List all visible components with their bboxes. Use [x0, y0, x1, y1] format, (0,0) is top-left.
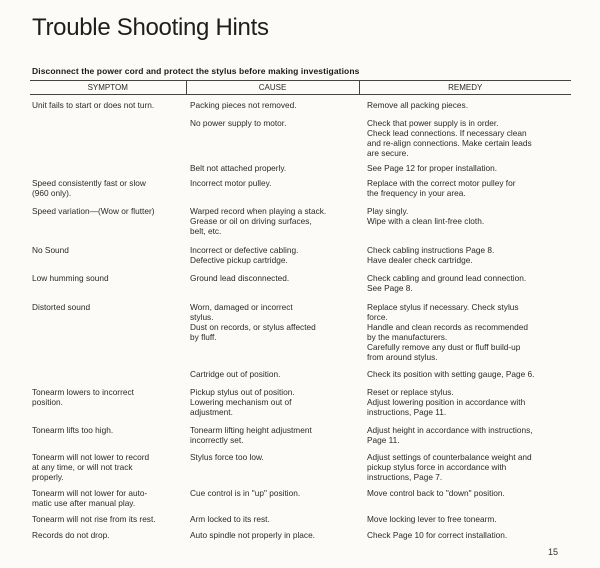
table-row	[30, 198, 571, 236]
table-row	[30, 293, 571, 362]
cell-remedy: Move control back to "down" position.	[367, 488, 505, 498]
cell-cause: Incorrect motor pulley.	[190, 178, 272, 188]
table-header-row	[30, 81, 571, 95]
cell-cause: Tonearm lifting height adjustment incorrectly set.	[190, 425, 312, 445]
header-cause: CAUSE	[186, 81, 359, 95]
troubleshooting-table	[30, 80, 571, 540]
table-row	[30, 508, 571, 524]
cell-symptom: Unit fails to start or does not turn.	[32, 100, 155, 110]
cell-cause: No power supply to motor.	[190, 118, 287, 128]
cell-symptom: Records do not drop.	[32, 530, 110, 540]
header-symptom: SYMPTOM	[30, 81, 186, 95]
table-row	[30, 158, 571, 173]
table-row	[30, 265, 571, 293]
cell-cause: Warped record when playing a stack. Grease or oil on driving surfaces, belt, etc.	[190, 206, 327, 236]
cell-cause: Worn, damaged or incorrect stylus. Dust on records, or stylus affected by fluff.	[190, 302, 316, 342]
cell-symptom: Tonearm will not lower for auto- matic use after manual play.	[32, 488, 148, 508]
cell-remedy: Check its position with setting gauge, Page 6.	[367, 369, 535, 379]
cell-symptom: Tonearm lowers to incorrect position.	[32, 387, 134, 407]
cell-symptom: Tonearm lifts too high.	[32, 425, 114, 435]
cell-symptom	[30, 110, 186, 158]
cell-remedy: See Page 12 for proper installation.	[367, 163, 498, 173]
cell-cause: Stylus force too low.	[190, 452, 264, 462]
cell-symptom: No Sound	[32, 245, 69, 255]
cell-symptom	[30, 158, 186, 173]
cell-symptom: Low humming sound	[32, 273, 109, 283]
warning-subtitle: Disconnect the power cord and protect the stylus before making investigations	[32, 66, 360, 76]
cell-symptom: Speed variation—(Wow or flutter)	[32, 206, 155, 216]
table-row	[30, 379, 571, 417]
cell-cause: Cue control is in "up" position.	[190, 488, 301, 498]
cell-remedy: Remove all packing pieces.	[367, 100, 468, 110]
cell-remedy: Reset or replace stylus. Adjust lowering position in accordance with instructions, Page 11.	[367, 387, 526, 417]
cell-cause: Ground lead disconnected.	[190, 273, 290, 283]
table-row	[30, 482, 571, 508]
cell-symptom: Tonearm will not lower to record at any time, or will not track properly.	[32, 452, 150, 482]
cell-remedy: Adjust settings of counterbalance weight and pickup stylus force in accordance with instructions, Page 7.	[367, 452, 532, 482]
cell-symptom	[30, 362, 186, 379]
cell-cause: Belt not attached properly.	[190, 163, 287, 173]
cell-symptom: Distorted sound	[32, 302, 91, 312]
table-row	[30, 236, 571, 265]
header-remedy: REMEDY	[359, 81, 571, 95]
cell-remedy: Replace stylus if necessary. Check stylus force. Handle and clean records as recommended by the manufacturers. Carefully remove any dust or fluff build-up from around stylus.	[367, 302, 528, 362]
cell-remedy: Check cabling instructions Page 8. Have dealer check cartridge.	[367, 245, 495, 265]
table-row	[30, 362, 571, 379]
cell-remedy: Check Page 10 for correct installation.	[367, 530, 508, 540]
cell-cause: Packing pieces not removed.	[190, 100, 297, 110]
cell-cause: Auto spindle not properly in place.	[190, 530, 315, 540]
page-number: 15	[548, 547, 559, 557]
cell-cause: Incorrect or defective cabling. Defective pickup cartridge.	[190, 245, 299, 265]
cell-remedy: Move locking lever to free tonearm.	[367, 514, 497, 524]
cell-cause: Pickup stylus out of position. Lowering mechanism out of adjustment.	[190, 387, 295, 417]
cell-symptom: Speed consistently fast or slow (960 only).	[32, 178, 146, 198]
table-row	[30, 110, 571, 158]
table-row	[30, 524, 571, 540]
cell-remedy: Adjust height in accordance with instructions, Page 11.	[367, 425, 533, 445]
cell-remedy: Check cabling and ground lead connection. See Page 8.	[367, 273, 527, 293]
table-row	[30, 173, 571, 198]
table-row	[30, 417, 571, 445]
cell-remedy: Play singly. Wipe with a clean lint-free cloth.	[367, 206, 485, 226]
cell-symptom: Tonearm will not rise from its rest.	[32, 514, 156, 524]
page-title: Trouble Shooting Hints	[32, 14, 269, 41]
table-row	[30, 445, 571, 482]
table-row	[30, 95, 571, 111]
cell-remedy: Replace with the correct motor pulley for the frequency in your area.	[367, 178, 516, 198]
cell-cause: Arm locked to its rest.	[190, 514, 270, 524]
cell-remedy: Check that power supply is in order. Check lead connections. If necessary clean and re-align connections. Make certain leads are secure.	[367, 118, 532, 158]
cell-cause: Cartridge out of position.	[190, 369, 281, 379]
